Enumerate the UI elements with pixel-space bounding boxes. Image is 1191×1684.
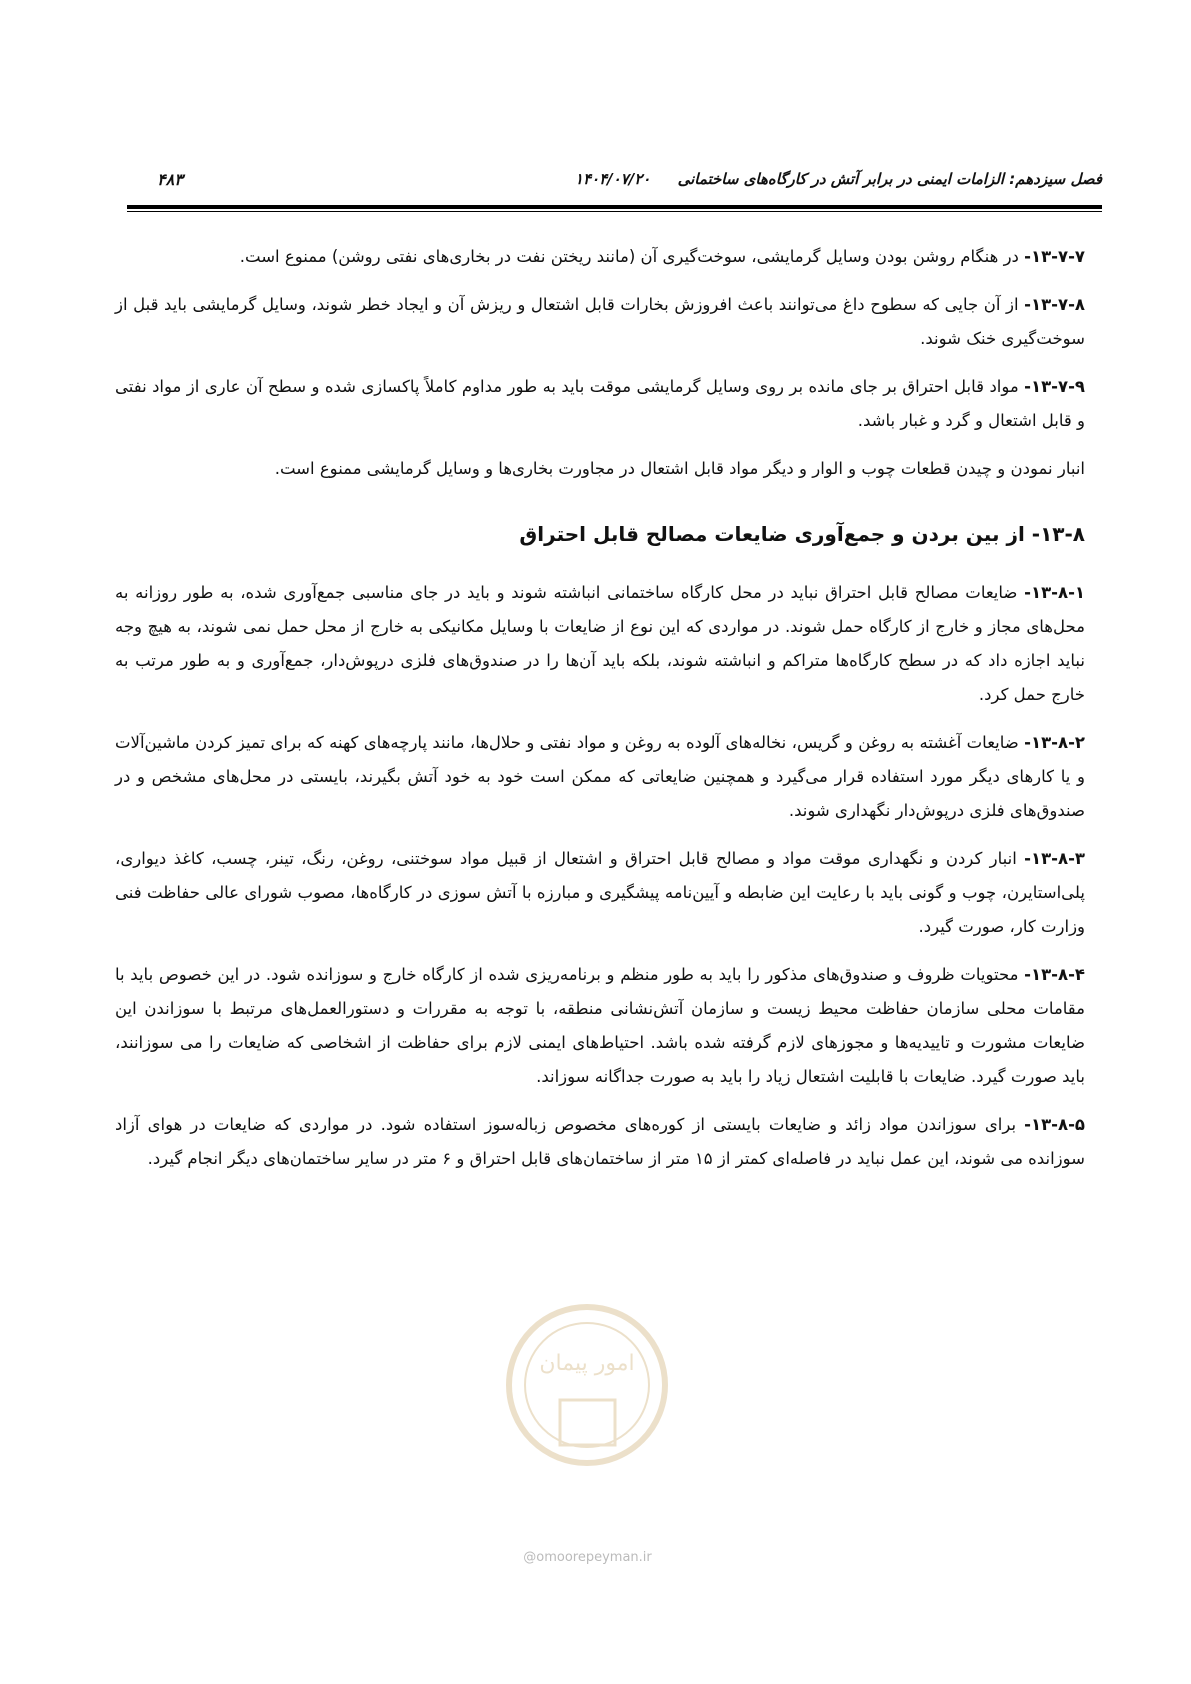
paragraph-13-8-2	[115, 726, 1085, 828]
paragraph-text: مواد قابل احتراق بر جای مانده بر روی وسایل گرمایشی موقت باید به طور مداوم کاملاً پاکسازی شده و سطح آن عاری از مواد نفتی و قابل اشتعال و گرد و غبار باشد.	[115, 377, 1085, 430]
paragraph-text: انبار نمودن و چیدن قطعات چوب و الوار و دیگر مواد قابل اشتعال در مجاورت بخاری‌ها و وسایل گرمایشی ممنوع است.	[274, 459, 1085, 478]
page-number: ۴۸۳	[157, 170, 183, 189]
paragraph-text: از آن جایی که سطوح داغ می‌توانند باعث افروزش بخارات قابل اشتعال و ریزش آن و ایجاد خطر شوند، وسایل گرمایشی باید قبل از سوخت‌گیری خنک شوند.	[115, 295, 1085, 348]
logo-text: امور پیمان	[539, 1351, 635, 1376]
page-header	[127, 170, 1102, 200]
clause-number: ۱۳-۸-۳-	[1024, 849, 1085, 868]
paragraph-13-7-7	[115, 240, 1085, 274]
clause-number: ۱۳-۷-۸-	[1024, 295, 1085, 314]
chapter-title	[575, 170, 1102, 188]
clause-number: ۱۳-۸-۲-	[1024, 733, 1085, 752]
header-date: ۱۴۰۴/۰۷/۲۰	[574, 170, 651, 188]
paragraph-13-8-5	[115, 1108, 1085, 1176]
clause-number: ۱۳-۸-۴-	[1024, 965, 1085, 984]
paragraph-text: انبار کردن و نگهداری موقت مواد و مصالح قابل احتراق و اشتعال از قبیل مواد سوختنی، روغن، رنگ، تینر، چسب، کاغذ دیواری، پلی‌استایرن، چوب و گونی باید با رعایت این ضابطه و آیین‌نامه پیشگیری و مبارزه با آتش سوزی در کارگاه‌ها، مصوب شورای عالی حفاظت فنی وزارت کار، صورت گیرد.	[115, 849, 1085, 936]
clause-number: ۱۳-۷-۹-	[1024, 377, 1085, 396]
logo-ring	[509, 1307, 665, 1463]
paragraph-13-8-4	[115, 958, 1085, 1094]
paragraph-text: برای سوزاندن مواد زائد و ضایعات بایستی از کوره‌های مخصوص زباله‌سوز استفاده شود. در مواردی که ضایعات در هوای آزاد سوزانده می شوند، این عمل نباید در فاصله‌ای کمتر از ۱۵ متر از ساختمان‌های قابل احتراق و ۶ متر در سایر ساختمان‌های دیگر انجام گیرد.	[115, 1115, 1085, 1168]
logo-building	[560, 1400, 615, 1445]
paragraph-13-8-1	[115, 576, 1085, 712]
watermark-url: @omoorepeyman.ir	[523, 1550, 652, 1565]
paragraph-13-7-8	[115, 288, 1085, 356]
clause-number: ۱۳-۸-۱-	[1024, 583, 1085, 602]
header-divider	[127, 205, 1102, 209]
paragraph-13-8-3	[115, 842, 1085, 944]
paragraph-13-7-9	[115, 370, 1085, 438]
chapter-title-text: فصل سیزدهم: الزامات ایمنی در برابر آتش در کارگاه‌های ساختمانی	[677, 170, 1102, 188]
document-body	[115, 240, 1085, 1190]
paragraph-text: ضایعات آغشته به روغن و گریس، نخاله‌های آلوده به روغن و مواد نفتی و حلال‌ها، مانند پارچه‌های کهنه که برای تمیز کردن ماشین‌آلات و یا کارهای دیگر مورد استفاده قرار می‌گیرد و همچنین ضایعاتی که ممکن است خود به خود آتش بگیرند، بایستی در محل‌های مشخص و در صندوق‌های فلزی درپوش‌دار نگهداری شوند.	[115, 733, 1085, 820]
logo-inner-ring	[525, 1323, 649, 1447]
paragraph-text: در هنگام روشن بودن وسایل گرمایشی، سوخت‌گیری آن (مانند ریختن نفت در بخاری‌های نفتی روشن) ممنوع است.	[239, 247, 1025, 266]
watermark-logo	[500, 1290, 675, 1500]
header-divider-thin	[127, 211, 1102, 212]
clause-number: ۱۳-۸-۵-	[1024, 1115, 1085, 1134]
section-heading-13-8: ۱۳-۸- از بین بردن و جمع‌آوری ضایعات مصالح قابل احتراق	[519, 522, 1085, 546]
paragraph-text: محتویات ظروف و صندوق‌های مذکور را باید به طور منظم و برنامه‌ریزی شده از کارگاه خارج و سوزانده شود. در این خصوص باید با مقامات محلی سازمان حفاظت محیط زیست و سازمان آتش‌نشانی منطقه، با توجه به مقررات و دستورالعمل‌های مرتبط با سوزاندن این ضایعات مشورت و تاییدیه‌ها و مجوزهای لازم گرفته شده باشد. احتیاط‌های ایمنی لازم برای حفاظت از اشخاصی که ضایعات را می سوزانند، باید صورت گیرد. ضایعات با قابلیت اشتعال زیاد را باید به صورت جداگانه سوزاند.	[115, 965, 1085, 1086]
paragraph-storage-note	[115, 452, 1085, 486]
clause-number: ۱۳-۷-۷-	[1024, 247, 1085, 266]
paragraph-text: ضایعات مصالح قابل احتراق نباید در محل کارگاه ساختمانی انباشته شوند و باید در جای مناسبی جمع‌آوری شده، به طور روزانه به محل‌های مجاز و خارج از کارگاه حمل شوند. در مواردی که این نوع از ضایعات با وسایل مکانیکی به خارج از محل حمل نمی شوند، به هیچ وجه نباید اجازه داد که در سطح کارگاه‌ها متراکم و انباشته شوند، بلکه باید آن‌ها را در صندوق‌های فلزی درپوش‌دار، جمع‌آوری و به طور مرتب به خارج حمل کرد.	[115, 583, 1085, 704]
